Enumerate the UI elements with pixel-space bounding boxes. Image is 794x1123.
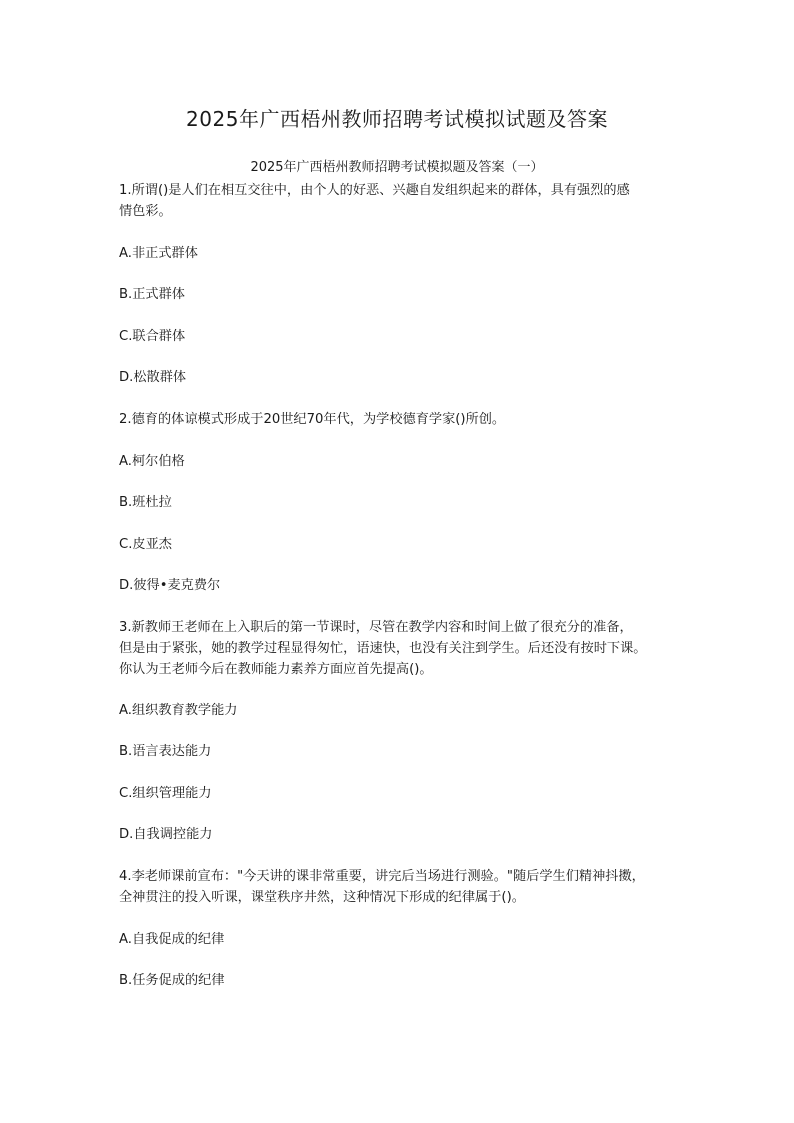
question-1-option-a: A.非正式群体 [119,246,198,261]
question-3-option-b: B.语言表达能力 [119,744,212,759]
question-line: 3.新教师王老师在上入职后的第一节课时，尽管在教学内容和时间上做了很充分的准备， [119,620,633,635]
question-4-option-b: B.任务促成的纪律 [119,973,225,988]
question-line: 情色彩。 [119,204,172,219]
question-1-option-c: C.联合群体 [119,329,186,344]
question-3-option-d: D.自我调控能力 [119,827,213,842]
question-3-option-a: A.组织教育教学能力 [119,703,238,718]
question-2-option-d: D.彼得•麦克费尔 [119,578,221,593]
question-2-option-c: C.皮亚杰 [119,537,172,552]
question-line: 你认为王老师今后在教师能力素养方面应首先提高()。 [119,662,433,677]
document-subtitle: 2025年广西梧州教师招聘考试模拟题及答案（一） [250,160,544,175]
question-line: 4.李老师课前宣布："今天讲的课非常重要，讲完后当场进行测验。"随后学生们精神抖擞， [119,869,645,884]
question-1-text [119,180,679,222]
question-2-option-a: A.柯尔伯格 [119,454,185,469]
question-3-option-c: C.组织管理能力 [119,786,212,801]
question-1-option-d: D.松散群体 [119,370,187,385]
question-2-option-b: B.班杜拉 [119,495,172,510]
question-line: 全神贯注的投入听课，课堂秩序井然，这种情况下形成的纪律属于()。 [119,890,525,905]
question-line: 2.德育的体谅模式形成于20世纪70年代，为学校德育学家()所创。 [119,412,506,427]
question-1-option-b: B.正式群体 [119,287,185,302]
question-4-text [119,866,679,908]
question-line: 1.所谓()是人们在相互交往中，由个人的好恶、兴趣自发组织起来的群体，具有强烈的感 [119,183,630,198]
question-3-text [119,617,679,680]
question-2-text [119,409,679,430]
question-4-option-a: A.自我促成的纪律 [119,932,225,947]
document-title: 2025年广西梧州教师招聘考试模拟试题及答案 [186,107,608,131]
question-line: 但是由于紧张，她的教学过程显得匆忙，语速快，也没有关注到学生。后还没有按时下课。 [119,641,647,656]
